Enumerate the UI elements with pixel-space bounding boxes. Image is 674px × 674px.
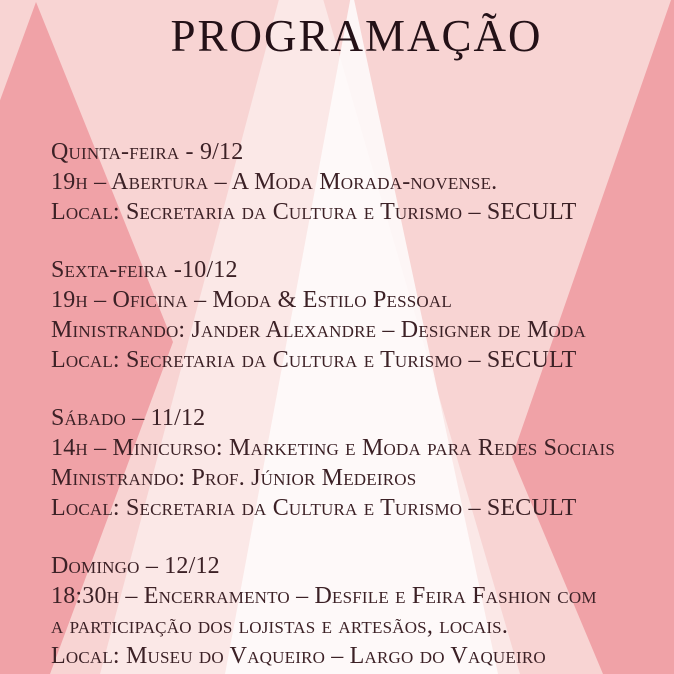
schedule-line: 18:30h – Encerramento – Desfile e Feira Fashion com xyxy=(51,583,597,609)
schedule-block-saturday xyxy=(51,403,664,523)
schedule-line: Local: Secretaria da Cultura e Turismo – SECULT xyxy=(51,199,577,225)
schedule-line: Local: Museu do Vaqueiro – Largo do Vaqueiro xyxy=(51,643,546,669)
schedule-block-thursday xyxy=(51,137,664,227)
schedule-line: Ministrando: Jander Alexandre – Designer de Moda xyxy=(51,317,586,343)
schedule-day-heading: Domingo – 12/12 xyxy=(51,553,220,579)
schedule-line: 14h – Minicurso: Marketing e Moda para Redes Sociais xyxy=(51,435,616,461)
schedule-block-friday xyxy=(51,255,664,375)
schedule-line: Local: Secretaria da Cultura e Turismo – SECULT xyxy=(51,495,577,521)
schedule-line: Local: Secretaria da Cultura e Turismo – SECULT xyxy=(51,347,577,373)
schedule-day-heading: Sexta-feira -10/12 xyxy=(51,257,238,283)
schedule-list xyxy=(51,137,664,674)
schedule-day-heading: Sábado – 11/12 xyxy=(51,405,206,431)
schedule-line: 19h – Abertura – A Moda Morada-novense. xyxy=(51,169,498,195)
schedule-block-sunday xyxy=(51,551,664,671)
schedule-line: 19h – Oficina – Moda & Estilo Pessoal xyxy=(51,287,452,313)
schedule-day-heading: Quinta-feira - 9/12 xyxy=(51,139,244,165)
page-title: PROGRAMAÇÃO xyxy=(170,11,543,61)
schedule-line: Ministrando: Prof. Júnior Medeiros xyxy=(51,465,417,491)
schedule-line: a participação dos lojistas e artesãos, locais. xyxy=(51,613,509,639)
